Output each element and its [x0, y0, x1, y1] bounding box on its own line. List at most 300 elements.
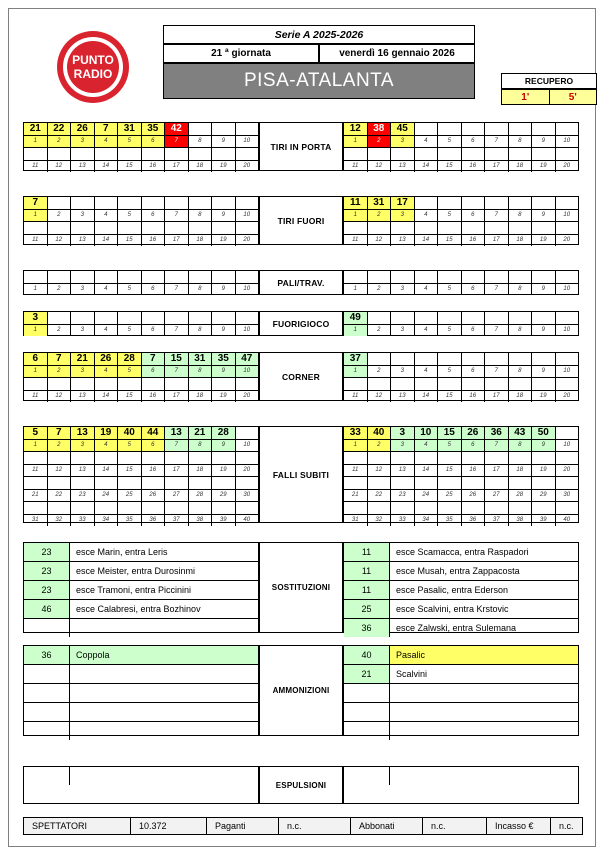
stat-index-cell: 3 — [391, 136, 415, 147]
stat-cell — [95, 502, 119, 514]
stat-index-cell: 20 — [243, 163, 251, 169]
stat-cell — [142, 378, 166, 390]
stat-index-cell: 6 — [462, 210, 486, 221]
stat-index-cell: 8 — [509, 366, 533, 377]
stat-index-cell: 2 — [48, 284, 72, 295]
stat-index-cell: 31 — [24, 515, 48, 526]
stat-index-row — [24, 439, 258, 451]
stat-index-cell: 4 — [95, 210, 119, 221]
stat-cell — [24, 378, 48, 390]
player-number — [24, 767, 70, 785]
stat-index-cell: 17 — [165, 391, 189, 402]
stat-cell — [48, 222, 72, 234]
stat-cell — [485, 378, 509, 390]
stat-cell — [556, 271, 579, 283]
stoppage-time-label: RECUPERO — [501, 73, 597, 89]
stat-cell — [532, 222, 556, 234]
player-number — [24, 684, 70, 702]
stat-cell: 13 — [165, 427, 189, 439]
stat-values-row — [344, 148, 578, 160]
player-number: 36 — [344, 619, 390, 637]
entry-text — [70, 722, 258, 740]
stat-cell — [556, 502, 579, 514]
stat-index-row — [24, 234, 258, 246]
stoppage-first-half: 1' — [501, 89, 550, 105]
stat-index-cell: 11 — [344, 391, 368, 402]
stat-cell — [415, 452, 439, 464]
stat-cell — [212, 271, 236, 283]
stat-band — [24, 427, 258, 452]
stat-cell — [415, 312, 439, 324]
stat-index-row — [24, 160, 258, 172]
home-stats — [23, 196, 259, 245]
stat-index-cell: 3 — [391, 284, 415, 295]
stat-cell — [95, 148, 119, 160]
stat-cell: 5 — [24, 427, 48, 439]
stat-cell — [509, 502, 533, 514]
stat-index-cell: 16 — [462, 465, 486, 476]
stat-index-cell: 7 — [165, 136, 189, 147]
stat-index-cell: 10 — [563, 138, 571, 144]
stat-index-row — [344, 439, 578, 451]
stat-index-cell: 12 — [368, 161, 392, 172]
ammonizioni-label: AMMONIZIONI — [259, 645, 343, 736]
stat-index-cell: 9 — [532, 284, 556, 295]
entry-text — [390, 703, 578, 721]
list-item — [344, 646, 578, 665]
entry-text — [390, 722, 578, 740]
player-number: 36 — [24, 646, 70, 664]
stat-cell — [165, 452, 189, 464]
stat-index-cell: 8 — [509, 210, 533, 221]
punto-radio-logo — [45, 27, 141, 107]
stat-index-cell: 13 — [391, 465, 415, 476]
stat-cell — [212, 378, 236, 390]
home-sostituzioni — [23, 542, 259, 633]
stat-values-row — [344, 452, 578, 464]
stat-cell — [24, 271, 48, 283]
stat-index-cell: 11 — [344, 465, 368, 476]
stat-band — [24, 271, 258, 295]
stat-cell — [118, 378, 142, 390]
entry-text: Coppola — [70, 646, 258, 664]
stat-cell — [368, 222, 392, 234]
stat-index-cell: 1 — [24, 136, 48, 147]
stat-cell — [485, 502, 509, 514]
stat-cell — [485, 197, 509, 209]
stat-cell — [95, 312, 119, 324]
player-number: 11 — [344, 562, 390, 580]
stat-cell — [556, 123, 579, 135]
stat-index-cell: 4 — [95, 136, 119, 147]
stat-cell: 26 — [462, 427, 486, 439]
entry-text — [390, 684, 578, 702]
stat-cell — [415, 197, 439, 209]
stat-index-cell: 7 — [485, 210, 509, 221]
stat-index-cell: 4 — [95, 366, 119, 377]
stat-index-cell: 10 — [236, 366, 259, 377]
stat-index-cell: 8 — [189, 440, 213, 451]
stat-cell — [71, 197, 95, 209]
stat-index-cell: 9 — [532, 210, 556, 221]
stat-index-cell: 18 — [189, 465, 213, 476]
stat-section-falli-subiti — [23, 426, 583, 523]
stat-index-cell: 40 — [563, 517, 571, 523]
stat-index-cell: 14 — [415, 465, 439, 476]
stat-index-cell: 4 — [415, 325, 439, 336]
stat-values-row — [24, 312, 258, 324]
stat-cell — [485, 312, 509, 324]
entry-list — [24, 767, 258, 785]
stat-cell — [48, 452, 72, 464]
player-number: 23 — [24, 581, 70, 599]
stat-index-cell: 17 — [485, 391, 509, 402]
stat-cell — [189, 502, 213, 514]
stat-cell: 28 — [118, 353, 142, 365]
stat-cell — [189, 271, 213, 283]
stat-cell: 44 — [142, 427, 166, 439]
stat-index-cell: 3 — [391, 366, 415, 377]
stat-cell — [438, 222, 462, 234]
entry-text — [70, 767, 258, 785]
stat-cell — [415, 271, 439, 283]
stat-index-cell: 2 — [368, 366, 392, 377]
entry-list — [344, 543, 578, 637]
stat-values-row — [24, 378, 258, 390]
stat-index-cell: 5 — [118, 136, 142, 147]
list-item — [24, 703, 258, 722]
stat-index-cell: 20 — [563, 237, 571, 243]
stat-cell — [415, 222, 439, 234]
stat-band — [344, 353, 578, 378]
stat-index-cell: 6 — [462, 440, 486, 451]
stat-index-cell: 23 — [71, 490, 95, 501]
stat-index-cell: 6 — [462, 284, 486, 295]
list-item — [24, 619, 258, 637]
stat-band — [344, 477, 578, 502]
stat-index-cell: 36 — [462, 515, 486, 526]
stat-cell: 26 — [71, 123, 95, 135]
stat-index-row — [344, 135, 578, 147]
entry-text — [70, 703, 258, 721]
stat-cell — [118, 452, 142, 464]
stat-values-row — [344, 271, 578, 283]
list-item — [344, 684, 578, 703]
stat-cell — [368, 378, 392, 390]
stoppage-time-values — [501, 89, 597, 105]
stat-index-cell: 1 — [24, 366, 48, 377]
stat-cell — [509, 148, 533, 160]
stat-cell: 21 — [24, 123, 48, 135]
stat-cell — [212, 312, 236, 324]
stat-cell — [142, 477, 166, 489]
stat-cell — [556, 222, 579, 234]
stat-index-cell: 32 — [368, 515, 392, 526]
player-number — [344, 767, 390, 785]
stat-index-cell: 8 — [189, 366, 213, 377]
stat-index-cell: 19 — [532, 235, 556, 246]
stat-index-cell: 9 — [532, 366, 556, 377]
player-number: 11 — [344, 581, 390, 599]
stat-index-cell: 33 — [391, 515, 415, 526]
stat-index-row — [344, 365, 578, 377]
stat-index-cell: 9 — [212, 284, 236, 295]
stat-values-row — [24, 502, 258, 514]
stat-index-cell: 3 — [391, 210, 415, 221]
stat-index-cell: 17 — [165, 235, 189, 246]
stat-cell: 50 — [532, 427, 556, 439]
stat-cell — [48, 502, 72, 514]
stat-index-cell: 8 — [509, 325, 533, 336]
stat-band — [344, 502, 578, 526]
stat-cell — [556, 148, 579, 160]
stat-index-cell: 9 — [212, 210, 236, 221]
stat-index-cell: 13 — [71, 161, 95, 172]
stat-values-row — [344, 123, 578, 135]
stat-index-cell: 10 — [243, 286, 251, 292]
sostituzioni-label: SOSTITUZIONI — [259, 542, 343, 633]
stat-cell — [95, 452, 119, 464]
stat-index-cell: 5 — [438, 325, 462, 336]
entry-text — [390, 767, 578, 785]
stat-values-row — [344, 427, 578, 439]
stat-index-cell: 13 — [391, 391, 415, 402]
stat-cell — [165, 197, 189, 209]
stat-index-cell: 15 — [118, 391, 142, 402]
stat-index-cell: 39 — [212, 515, 236, 526]
stat-cell — [438, 271, 462, 283]
away-stats — [343, 311, 579, 336]
stat-section-tiri-in-porta — [23, 122, 583, 171]
stat-index-cell: 26 — [142, 490, 166, 501]
stat-index-cell: 38 — [189, 515, 213, 526]
stat-cell — [509, 123, 533, 135]
stat-index-cell: 19 — [532, 161, 556, 172]
stat-cell — [71, 452, 95, 464]
stat-cell: 17 — [391, 197, 415, 209]
stat-index-cell: 9 — [212, 366, 236, 377]
stat-index-cell: 1 — [344, 136, 368, 147]
incasso-value: n.c. — [551, 817, 583, 835]
stat-cell — [95, 378, 119, 390]
stat-cell — [415, 123, 439, 135]
stat-cell — [509, 452, 533, 464]
stat-index-cell: 2 — [368, 440, 392, 451]
stat-values-row — [24, 353, 258, 365]
stat-cell — [118, 271, 142, 283]
stat-index-cell: 12 — [368, 235, 392, 246]
stat-cell — [509, 222, 533, 234]
stat-band — [24, 197, 258, 222]
list-item — [24, 581, 258, 600]
stat-index-cell: 3 — [71, 325, 95, 336]
stat-cell: 47 — [236, 353, 259, 365]
stat-values-row — [344, 477, 578, 489]
stat-index-cell: 8 — [189, 284, 213, 295]
stat-index-cell: 9 — [532, 136, 556, 147]
stat-cell — [438, 477, 462, 489]
stat-index-cell: 6 — [142, 136, 166, 147]
stat-cell — [509, 378, 533, 390]
stat-index-cell: 2 — [48, 136, 72, 147]
stat-index-cell: 36 — [142, 515, 166, 526]
stat-index-cell: 12 — [48, 391, 72, 402]
stat-values-row — [344, 222, 578, 234]
stat-cell — [212, 197, 236, 209]
stat-cell — [485, 452, 509, 464]
stat-cell — [236, 123, 259, 135]
stat-cell — [236, 378, 259, 390]
player-number: 25 — [344, 600, 390, 618]
stat-cell — [415, 477, 439, 489]
stat-cell: 31 — [118, 123, 142, 135]
player-number — [344, 684, 390, 702]
stat-index-cell: 29 — [532, 490, 556, 501]
stat-index-cell: 8 — [189, 210, 213, 221]
stat-index-row — [344, 234, 578, 246]
stat-index-cell: 7 — [165, 325, 189, 336]
stat-index-cell: 18 — [189, 391, 213, 402]
incasso-label: Incasso € — [487, 817, 551, 835]
stat-cell — [236, 271, 259, 283]
stat-values-row — [24, 477, 258, 489]
home-stats — [23, 122, 259, 171]
stat-index-cell: 16 — [462, 161, 486, 172]
stat-index-cell: 39 — [532, 515, 556, 526]
stat-index-cell: 5 — [118, 440, 142, 451]
entry-list — [344, 646, 578, 740]
stat-index-cell: 11 — [24, 235, 48, 246]
stat-index-cell: 15 — [118, 465, 142, 476]
stat-index-row — [24, 135, 258, 147]
stat-cell: 7 — [48, 353, 72, 365]
stat-cell — [485, 271, 509, 283]
stat-index-cell: 16 — [142, 161, 166, 172]
stat-index-cell: 7 — [165, 366, 189, 377]
stat-index-cell: 29 — [212, 490, 236, 501]
stat-index-cell: 22 — [48, 490, 72, 501]
player-number: 11 — [344, 543, 390, 561]
stat-index-cell: 8 — [189, 325, 213, 336]
stat-values-row — [344, 197, 578, 209]
stat-cell — [165, 312, 189, 324]
stat-cell — [189, 222, 213, 234]
stat-index-cell: 1 — [24, 210, 48, 221]
stat-index-cell: 19 — [532, 391, 556, 402]
stat-index-cell: 20 — [563, 163, 571, 169]
stat-cell — [462, 148, 486, 160]
away-stats — [343, 122, 579, 171]
stat-cell — [391, 353, 415, 365]
stat-cell — [48, 312, 72, 324]
stat-index-cell: 18 — [509, 235, 533, 246]
stat-index-cell: 7 — [165, 210, 189, 221]
stat-cell — [48, 477, 72, 489]
stat-cell — [118, 148, 142, 160]
away-stats — [343, 196, 579, 245]
list-item — [344, 767, 578, 785]
entry-text: esce Calabresi, entra Bozhinov — [76, 604, 201, 614]
stat-cell — [368, 312, 392, 324]
player-number: 46 — [24, 600, 70, 618]
stat-index-cell: 19 — [532, 465, 556, 476]
stat-cell — [485, 477, 509, 489]
stat-cell — [142, 452, 166, 464]
stat-index-cell: 19 — [212, 235, 236, 246]
stat-cell — [71, 222, 95, 234]
stat-index-cell: 34 — [95, 515, 119, 526]
home-stats — [23, 352, 259, 401]
stat-index-cell: 34 — [415, 515, 439, 526]
stat-cell — [118, 312, 142, 324]
stat-cell — [509, 271, 533, 283]
stat-index-cell: 10 — [243, 442, 251, 448]
entry-text: esce Tramoni, entra Piccinini — [76, 585, 192, 595]
list-item — [24, 767, 258, 785]
stat-cell — [462, 312, 486, 324]
espulsioni-label: ESPULSIONI — [259, 766, 343, 804]
player-number — [24, 619, 70, 637]
stat-index-cell: 14 — [415, 161, 439, 172]
stat-index-row — [344, 209, 578, 221]
stat-index-cell: 30 — [563, 492, 571, 498]
stat-values-row — [24, 452, 258, 464]
stat-label: CORNER — [259, 352, 343, 401]
stat-cell: 19 — [95, 427, 119, 439]
stat-index-cell: 2 — [48, 325, 72, 336]
stat-index-cell: 14 — [415, 391, 439, 402]
stat-index-cell: 9 — [532, 325, 556, 336]
stat-index-cell: 6 — [142, 440, 166, 451]
abbonati-label: Abbonati — [351, 817, 423, 835]
matchday-label: 21 ª giornata — [163, 44, 319, 63]
stat-cell — [485, 123, 509, 135]
stat-cell — [24, 222, 48, 234]
player-number — [24, 703, 70, 721]
stat-band — [24, 148, 258, 172]
stat-index-cell: 25 — [438, 490, 462, 501]
stat-index-cell: 18 — [189, 235, 213, 246]
stat-index-cell: 20 — [243, 237, 251, 243]
stat-cell — [509, 312, 533, 324]
stat-cell — [165, 502, 189, 514]
stat-cell: 7 — [48, 427, 72, 439]
stat-cell — [236, 477, 259, 489]
stat-cell — [509, 477, 533, 489]
stat-index-cell: 1 — [24, 284, 48, 295]
stat-cell — [48, 197, 72, 209]
stat-band — [24, 312, 258, 336]
stat-band — [24, 123, 258, 148]
stat-cell — [532, 312, 556, 324]
stat-cell: 28 — [212, 427, 236, 439]
stat-index-cell: 11 — [24, 465, 48, 476]
stat-index-cell: 21 — [24, 490, 48, 501]
stat-index-cell: 18 — [189, 161, 213, 172]
stat-index-cell: 3 — [71, 366, 95, 377]
match-date: venerdì 16 gennaio 2026 — [319, 44, 475, 63]
list-item — [344, 581, 578, 600]
stat-index-cell: 3 — [71, 210, 95, 221]
report-header — [23, 21, 583, 113]
stat-index-cell: 3 — [71, 440, 95, 451]
stat-cell: 43 — [509, 427, 533, 439]
stat-cell: 6 — [24, 353, 48, 365]
list-item — [344, 600, 578, 619]
stat-cell: 31 — [189, 353, 213, 365]
stat-index-cell: 16 — [142, 391, 166, 402]
svg-text:RADIO: RADIO — [73, 67, 113, 81]
